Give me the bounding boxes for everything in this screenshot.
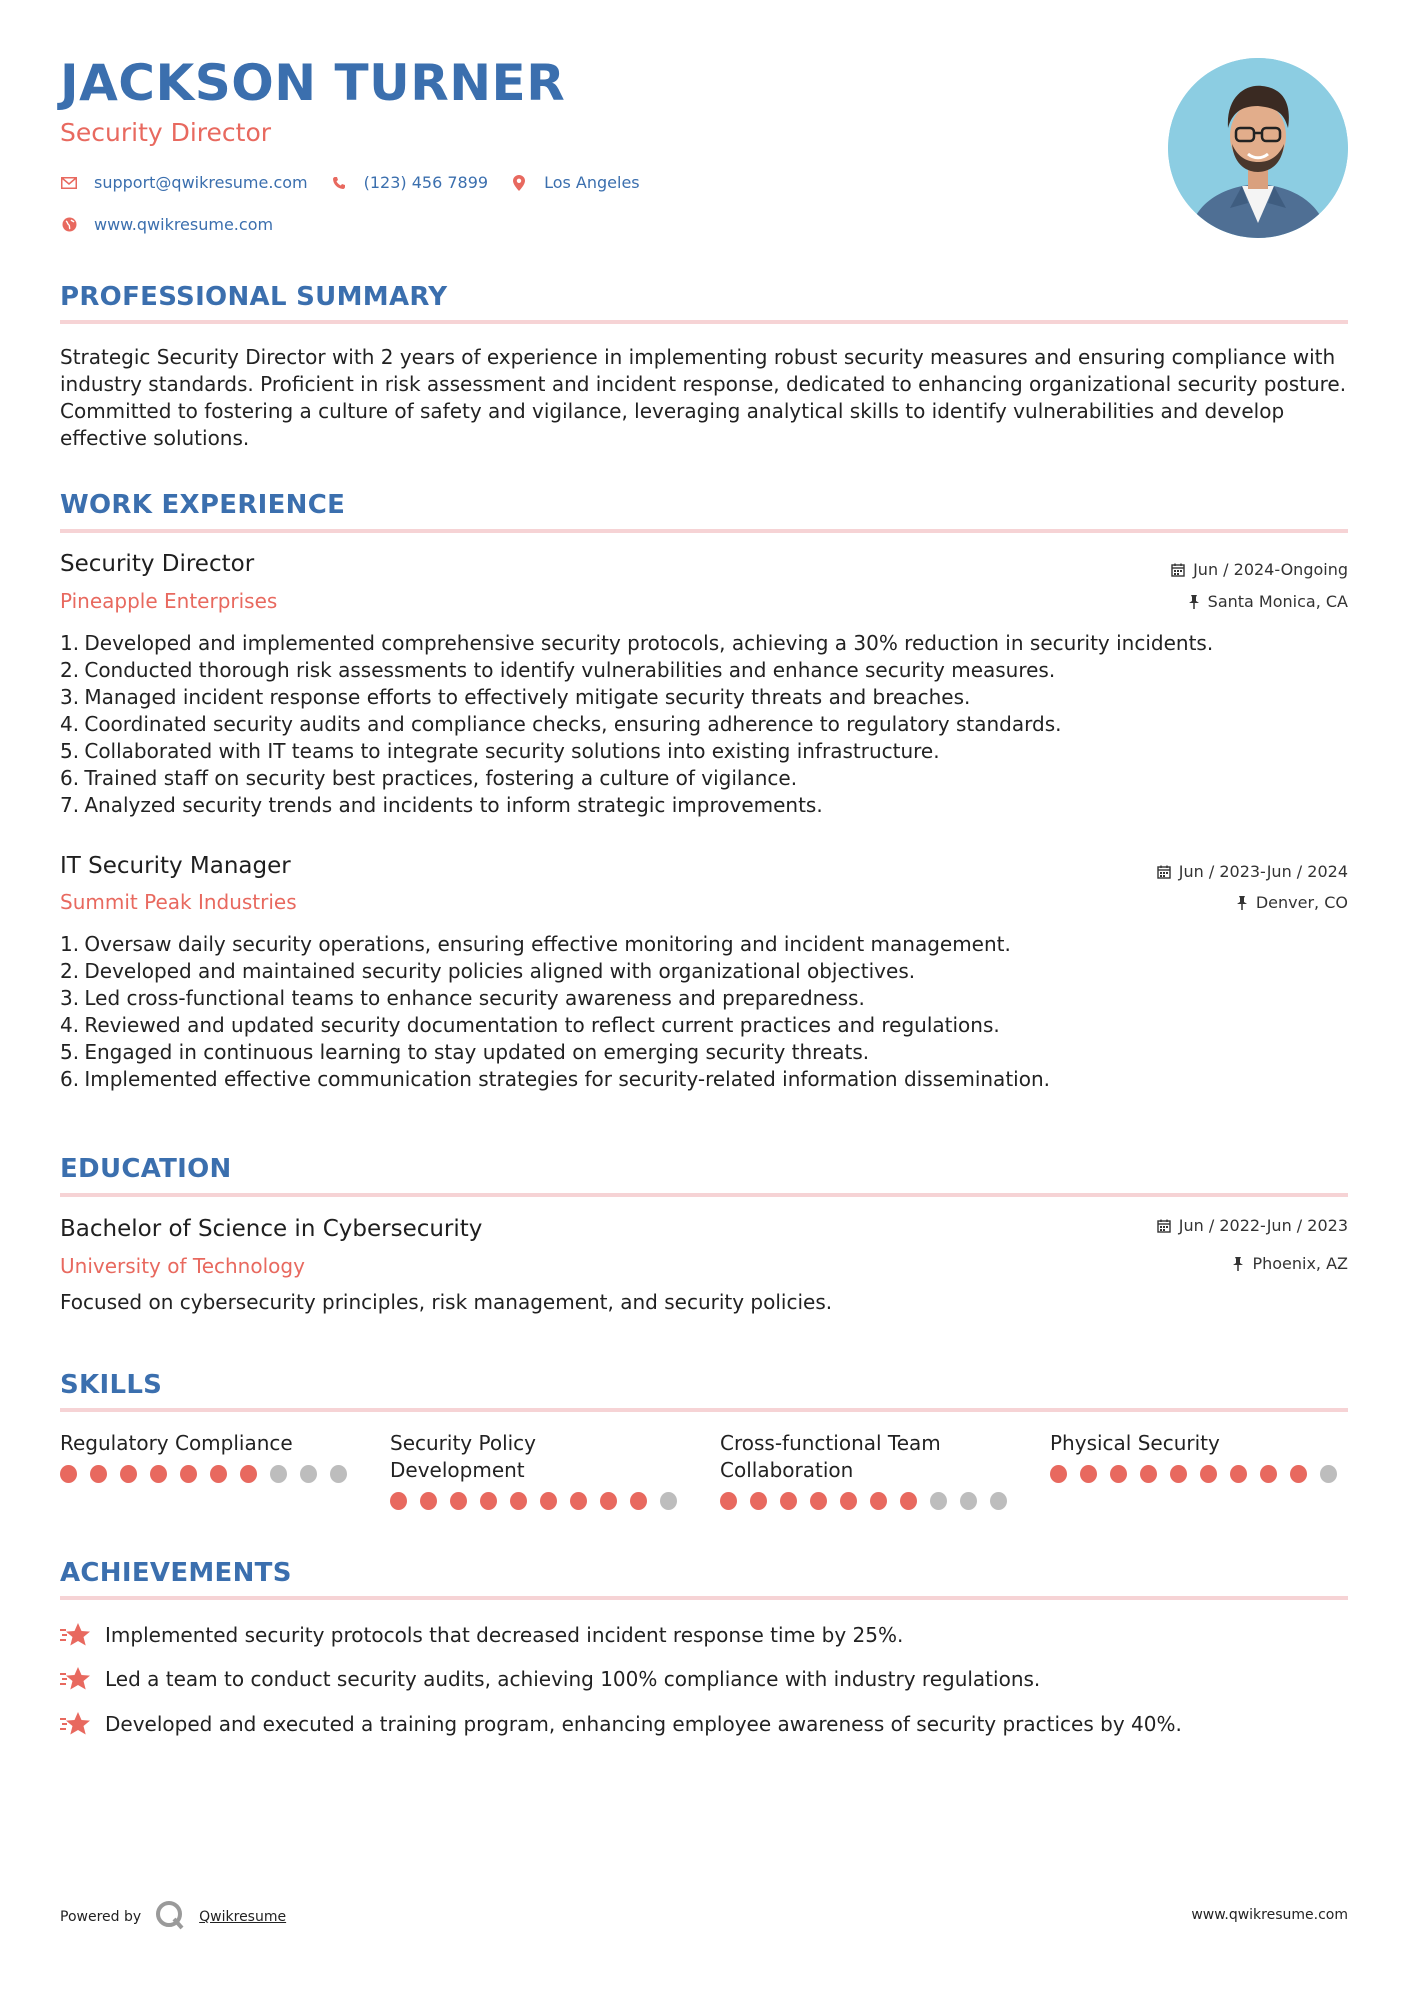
job-location-text: Denver, CO [1255, 893, 1348, 912]
duty-text: Developed and implemented comprehensive security protocols, achieving a 30% reduction in security incidents. [84, 631, 1214, 655]
skill-name: Physical Security [1050, 1431, 1220, 1455]
list-item: 6. Trained staff on security best practices, fostering a culture of vigilance. [60, 766, 798, 790]
rating-dot-filled [810, 1492, 827, 1510]
section-divider [60, 1408, 1348, 1412]
pushpin-icon [1236, 896, 1248, 910]
achievement-text: Led a team to conduct security audits, achieving 100% compliance with industry regulations. [105, 1667, 1041, 1691]
pushpin-icon [1188, 595, 1200, 609]
rating-dot-empty [930, 1492, 947, 1510]
list-item: 2. Conducted thorough risk assessments to identify vulnerabilities and enhance security measures. [60, 658, 1056, 682]
degree-title: Bachelor of Science in Cybersecurity [60, 1216, 483, 1242]
rating-dot-filled [1200, 1465, 1217, 1483]
education-heading: EDUCATION [60, 1154, 232, 1184]
rating-dot-filled [1260, 1465, 1277, 1483]
star-icon [60, 1711, 90, 1737]
list-item: 3. Led cross-functional teams to enhance security awareness and preparedness. [60, 986, 865, 1010]
rating-dot-filled [720, 1492, 737, 1510]
website-row [60, 215, 295, 234]
achievement-item [60, 1666, 1040, 1692]
powered-by-label: Powered by [60, 1909, 142, 1925]
candidate-role: Security Director [60, 118, 272, 147]
duty-text: Reviewed and updated security documentation to reflect current practices and regulations. [84, 1013, 1000, 1037]
skill-name: Security Policy Development [390, 1431, 537, 1482]
rating-dot-filled [1050, 1465, 1067, 1483]
job-duties [60, 931, 1348, 1093]
school-name: University of Technology [60, 1254, 305, 1278]
rating-dot-filled [900, 1492, 917, 1510]
phone-item[interactable] [330, 173, 488, 192]
list-item: 1. Oversaw daily security operations, ensuring effective monitoring and incident management. [60, 932, 1011, 956]
calendar-icon [1157, 865, 1171, 879]
duty-text: Implemented effective communication strategies for security-related information dissemination. [84, 1067, 1050, 1091]
location-text: Los Angeles [544, 173, 640, 192]
list-item: 5. Engaged in continuous learning to stay updated on emerging security threats. [60, 1040, 870, 1064]
duty-text: Conducted thorough risk assessments to identify vulnerabilities and enhance security measures. [84, 658, 1056, 682]
mail-icon [60, 174, 78, 192]
rating-dot-empty [1320, 1465, 1337, 1483]
list-item: 1. Developed and implemented comprehensive security protocols, achieving a 30% reduction in security incidents. [60, 631, 1214, 655]
map-pin-icon [510, 174, 528, 192]
rating-dot-filled [600, 1492, 617, 1510]
profile-photo [1168, 58, 1348, 238]
rating-dot-filled [1080, 1465, 1097, 1483]
rating-dot-filled [1140, 1465, 1157, 1483]
calendar-icon [1171, 563, 1185, 577]
pushpin-icon [1232, 1257, 1244, 1271]
duty-text: Analyzed security trends and incidents to inform strategic improvements. [84, 793, 823, 817]
rating-dot-filled [570, 1492, 587, 1510]
duty-text: Led cross-functional teams to enhance security awareness and preparedness. [84, 986, 865, 1010]
footer-website[interactable]: www.qwikresume.com [1191, 1907, 1348, 1923]
list-item: 7. Analyzed security trends and incidents to inform strategic improvements. [60, 793, 823, 817]
duty-text: Collaborated with IT teams to integrate security solutions into existing infrastructure. [84, 739, 940, 763]
duty-text: Engaged in continuous learning to stay updated on emerging security threats. [84, 1040, 870, 1064]
job-title: Security Director [60, 551, 255, 577]
list-item: 6. Implemented effective communication strategies for security-related information dissemination. [60, 1067, 1050, 1091]
achievement-item [60, 1711, 1182, 1737]
rating-dot-filled [420, 1492, 437, 1510]
phone-text[interactable]: (123) 456 7899 [363, 173, 489, 192]
phone-icon [330, 174, 348, 192]
skill-rating [60, 1465, 360, 1483]
achievement-text: Developed and executed a training program, enhancing employee awareness of security practices by 40%. [105, 1712, 1182, 1736]
skill-rating [1050, 1465, 1350, 1483]
calendar-icon [1157, 1219, 1171, 1233]
rating-dot-filled [840, 1492, 857, 1510]
email-text[interactable]: support@qwikresume.com [94, 173, 308, 192]
rating-dot-filled [240, 1465, 257, 1483]
rating-dot-empty [990, 1492, 1007, 1510]
education-location-text: Phoenix, AZ [1252, 1254, 1348, 1273]
rating-dot-filled [150, 1465, 167, 1483]
list-item: 2. Developed and maintained security policies aligned with organizational objectives. [60, 959, 916, 983]
rating-dot-filled [750, 1492, 767, 1510]
list-item: 5. Collaborated with IT teams to integrate security solutions into existing infrastructure. [60, 739, 940, 763]
experience-heading: WORK EXPERIENCE [60, 490, 346, 520]
job-date-text: Jun / 2023-Jun / 2024 [1178, 862, 1348, 881]
rating-dot-filled [630, 1492, 647, 1510]
rating-dot-filled [1170, 1465, 1187, 1483]
education-description: Focused on cybersecurity principles, risk management, and security policies. [60, 1290, 833, 1314]
skill-item [390, 1430, 690, 1510]
duty-text: Coordinated security audits and compliance checks, ensuring adherence to regulatory standards. [84, 712, 1062, 736]
rating-dot-filled [1110, 1465, 1127, 1483]
job-location-text: Santa Monica, CA [1207, 592, 1348, 611]
section-divider [60, 1596, 1348, 1600]
skill-item [720, 1430, 1020, 1510]
rating-dot-filled [180, 1465, 197, 1483]
list-item: 4. Coordinated security audits and compliance checks, ensuring adherence to regulatory standards. [60, 712, 1062, 736]
duty-text: Trained staff on security best practices, fostering a culture of vigilance. [84, 766, 798, 790]
skill-item [1050, 1430, 1350, 1483]
rating-dot-filled [120, 1465, 137, 1483]
list-item: 4. Reviewed and updated security documentation to reflect current practices and regulations. [60, 1013, 1000, 1037]
candidate-name: JACKSON TURNER [60, 54, 566, 112]
qwikresume-logo-icon [155, 1900, 185, 1934]
rating-dot-empty [960, 1492, 977, 1510]
skill-name: Regulatory Compliance [60, 1431, 293, 1455]
achievement-item [60, 1622, 903, 1648]
email-item[interactable] [60, 173, 308, 192]
list-item: 3. Managed incident response efforts to effectively mitigate security threats and breaches. [60, 685, 971, 709]
job-company: Pineapple Enterprises [60, 589, 278, 613]
duty-text: Oversaw daily security operations, ensuring effective monitoring and incident management. [84, 932, 1011, 956]
summary-text: Strategic Security Director with 2 years of experience in implementing robust security measures and ensuring compliance with industry standards. Proficient in risk assessment and incident response, dedicated to enhancing organizational security posture. Committed to fostering a culture of safety and vigilance, leveraging analytical skills to identify vulnerabilities and develop effective solutions. [60, 345, 1347, 450]
skill-rating [720, 1492, 1020, 1510]
job-duties [60, 630, 1348, 819]
job-location [1236, 895, 1348, 911]
section-divider [60, 529, 1348, 533]
job-date [1157, 864, 1348, 880]
star-icon [60, 1666, 90, 1692]
skill-name: Cross-functional Team Collaboration [720, 1431, 941, 1482]
section-divider [60, 1193, 1348, 1197]
education-location [1232, 1256, 1348, 1272]
rating-dot-empty [270, 1465, 287, 1483]
job-date-text: Jun / 2024-Ongoing [1193, 560, 1348, 579]
website-item[interactable] [60, 215, 273, 234]
skills-heading: SKILLS [60, 1370, 163, 1400]
location-item [510, 173, 640, 192]
footer-branding [60, 1900, 286, 1934]
job-title: IT Security Manager [60, 853, 291, 879]
skill-item [60, 1430, 360, 1483]
job-company: Summit Peak Industries [60, 890, 297, 914]
job-date [1171, 562, 1348, 578]
rating-dot-filled [780, 1492, 797, 1510]
skill-rating [390, 1492, 690, 1510]
rating-dot-empty [300, 1465, 317, 1483]
resume-page [60, 0, 1348, 1990]
website-text[interactable]: www.qwikresume.com [94, 215, 274, 234]
duty-text: Developed and maintained security policies aligned with organizational objectives. [84, 959, 916, 983]
education-date-text: Jun / 2022-Jun / 2023 [1178, 1216, 1348, 1235]
rating-dot-filled [390, 1492, 407, 1510]
section-divider [60, 320, 1348, 324]
achievements-heading: ACHIEVEMENTS [60, 1558, 292, 1588]
rating-dot-filled [480, 1492, 497, 1510]
qwikresume-link[interactable]: Qwikresume [199, 1909, 287, 1925]
rating-dot-filled [210, 1465, 227, 1483]
rating-dot-empty [660, 1492, 677, 1510]
rating-dot-filled [510, 1492, 527, 1510]
education-date [1157, 1218, 1348, 1234]
star-icon [60, 1622, 90, 1648]
rating-dot-filled [90, 1465, 107, 1483]
rating-dot-filled [540, 1492, 557, 1510]
rating-dot-filled [450, 1492, 467, 1510]
summary-heading: PROFESSIONAL SUMMARY [60, 282, 448, 312]
achievement-text: Implemented security protocols that decreased incident response time by 25%. [105, 1623, 904, 1647]
rating-dot-filled [1230, 1465, 1247, 1483]
duty-text: Managed incident response efforts to effectively mitigate security threats and breaches. [84, 685, 971, 709]
globe-icon [60, 216, 78, 234]
rating-dot-filled [60, 1465, 77, 1483]
rating-dot-filled [870, 1492, 887, 1510]
job-location [1188, 594, 1348, 610]
rating-dot-empty [330, 1465, 347, 1483]
contact-row [60, 173, 662, 192]
rating-dot-filled [1290, 1465, 1307, 1483]
